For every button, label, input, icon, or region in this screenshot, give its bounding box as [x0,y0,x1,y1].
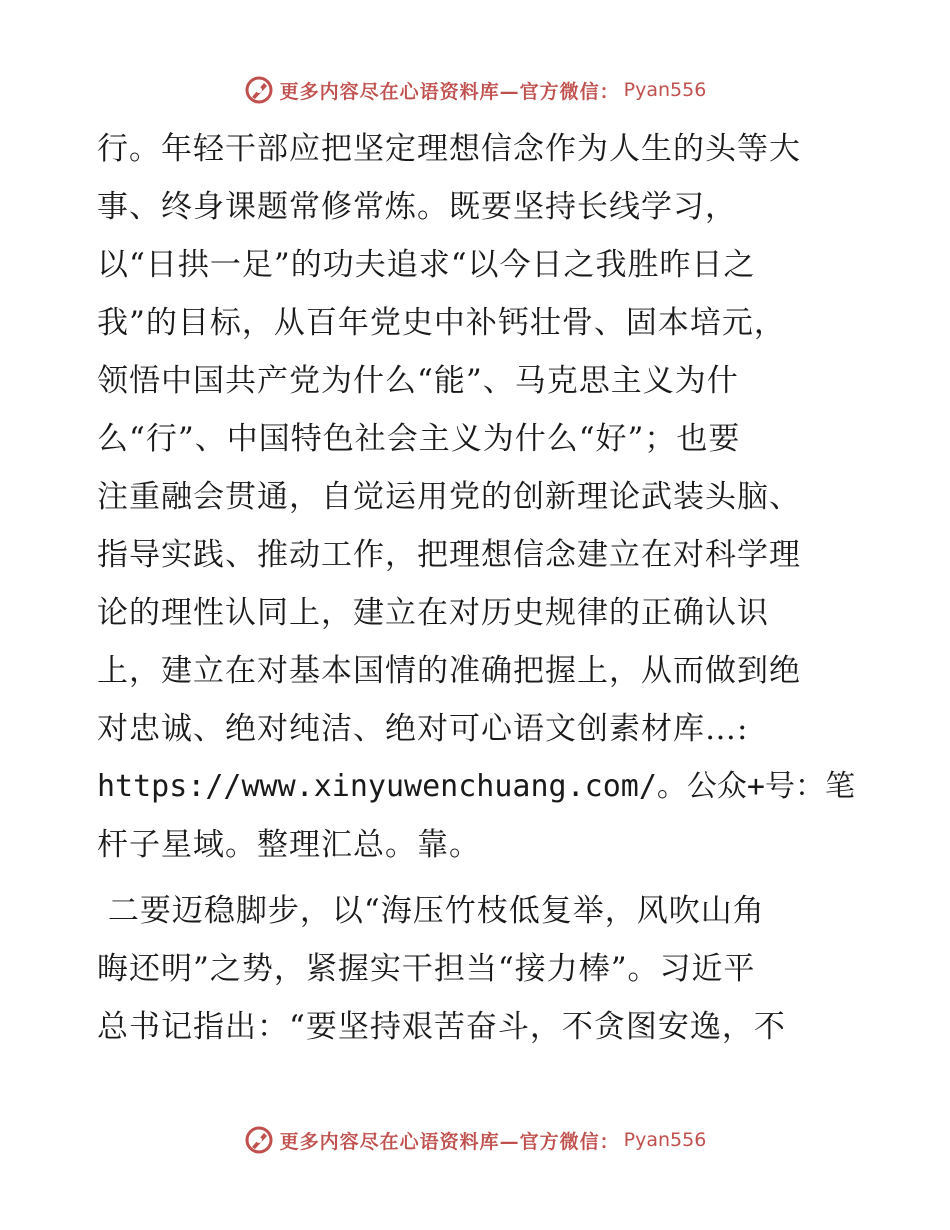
text-line: 晦还明”之势，紧握实干担当“接力棒”。习近平 [97,951,756,987]
text-line: 二要迈稳脚步，以“海压竹枝低复举，风吹山角 [97,893,765,929]
text-line: 杆子星域。整理汇总。靠。 [97,827,481,863]
header-banner-wechat-id: Pyan556 [623,79,707,101]
text-line: 我”的目标，从百年党史中补钙壮骨、固本培元， [97,305,786,341]
document-body [97,120,857,1056]
footer-banner [0,1120,950,1160]
paragraph-2 [97,882,857,1056]
text-line-url: https://www.xinyuwenchuang.com/。公众+号：笔 [97,769,855,804]
footer-banner-wechat-id: Pyan556 [623,1129,707,1151]
text-line: 总书记指出：“要坚持艰苦奋斗，不贪图安逸，不 [97,1009,786,1045]
pen-seal-icon [244,75,274,105]
text-line: 领悟中国共产党为什么“能”、马克思主义为什 [97,363,739,399]
text-line: 行。年轻干部应把坚定理想信念作为人生的头等大 [97,131,801,167]
footer-banner-text: 更多内容尽在心语资料库—官方微信： [279,1130,620,1153]
text-line: 么“行”、中国特色社会主义为什么“好”；也要 [97,421,741,457]
text-line: 以“日拱一足”的功夫追求“以今日之我胜昨日之 [97,247,756,283]
pen-seal-icon [244,1125,274,1155]
text-line: 论的理性认同上，建立在对历史规律的正确认识 [97,595,769,631]
header-banner [0,70,950,110]
text-line: 事、终身课题常修常炼。既要坚持长线学习， [97,189,737,225]
paragraph-gap [97,874,857,882]
text-line: 指导实践、推动工作，把理想信念建立在对科学理 [97,537,801,573]
header-banner-text: 更多内容尽在心语资料库—官方微信： [279,80,620,103]
text-line: 注重融会贯通，自觉运用党的创新理论武装头脑、 [97,479,801,515]
text-line: 对忠诚、绝对纯洁、绝对可心语文创素材库…: [97,711,749,747]
text-line: 上，建立在对基本国情的准确把握上，从而做到绝 [97,653,801,689]
paragraph-1 [97,120,857,874]
